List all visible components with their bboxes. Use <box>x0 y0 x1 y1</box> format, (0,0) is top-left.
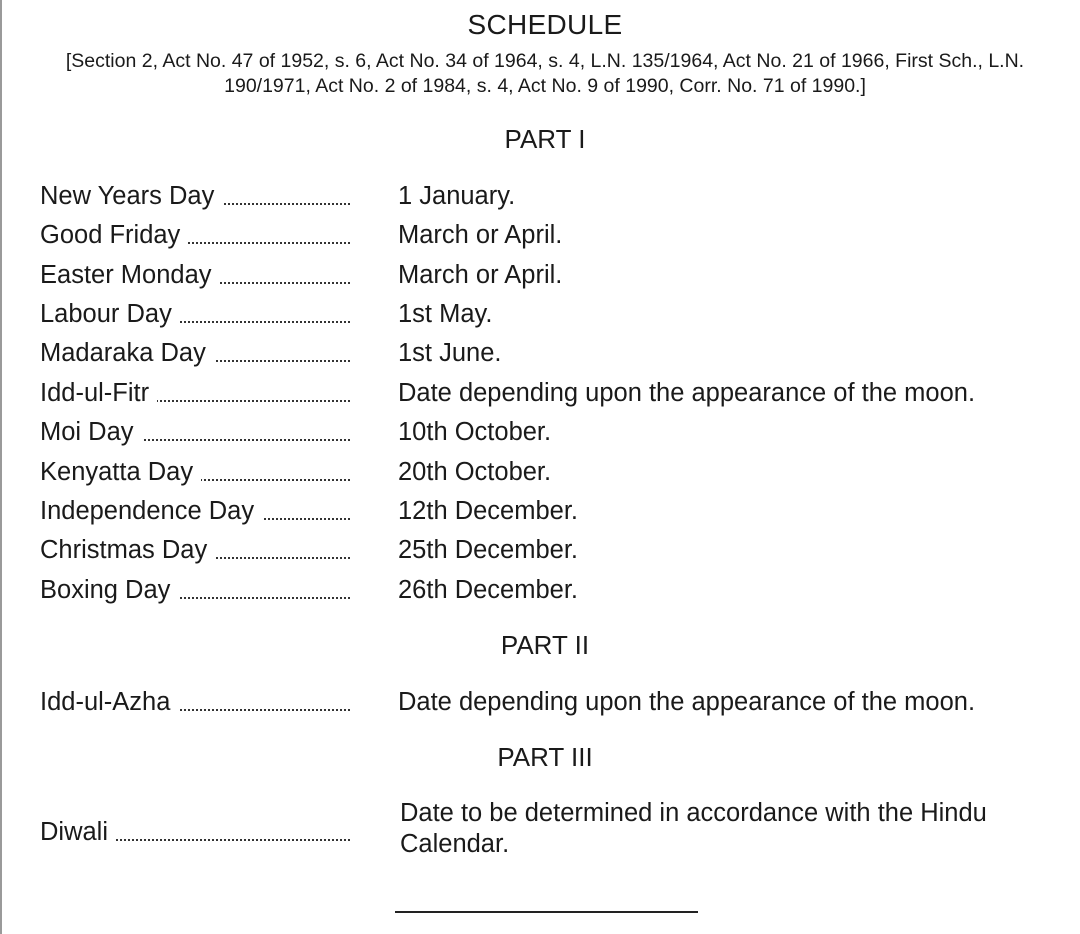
holiday-row <box>40 259 1070 298</box>
holiday-date: 1 January. <box>398 182 516 210</box>
holiday-row <box>40 495 1070 534</box>
holiday-label: Idd-ul-Fitr <box>40 379 157 407</box>
holiday-row <box>40 574 1070 613</box>
holiday-name <box>40 574 350 606</box>
holiday-label: Independence Day <box>40 497 262 525</box>
holiday-name <box>40 337 350 369</box>
holiday-label: Moi Day <box>40 418 142 446</box>
holiday-label: Boxing Day <box>40 576 178 604</box>
holiday-name <box>40 180 350 212</box>
holiday-label: Madaraka Day <box>40 339 214 367</box>
holiday-date: March or April. <box>398 261 563 289</box>
holiday-date: 25th December. <box>398 536 579 564</box>
holiday-date: 1st June. <box>398 339 502 367</box>
holiday-label: Good Friday <box>40 221 188 249</box>
holiday-row <box>40 798 1070 864</box>
holiday-row <box>40 337 1070 376</box>
holiday-row <box>40 298 1070 337</box>
holiday-row <box>40 686 1070 725</box>
holiday-row <box>40 416 1070 455</box>
end-rule <box>395 911 698 913</box>
holiday-name <box>40 377 350 409</box>
holiday-name <box>40 534 350 566</box>
holiday-name <box>40 219 350 251</box>
holiday-label: Kenyatta Day <box>40 458 201 486</box>
holiday-date: 12th December. <box>398 497 579 525</box>
holiday-name <box>40 495 350 527</box>
part-heading-2: PART II <box>500 630 590 660</box>
holiday-name <box>40 456 350 488</box>
holiday-label: Easter Monday <box>40 261 220 289</box>
holiday-name <box>40 686 350 718</box>
holiday-date: 26th December. <box>398 576 579 604</box>
holiday-name <box>40 816 350 848</box>
holiday-date: 10th October. <box>398 418 552 446</box>
holiday-date: Date to be determined in accordance with the Hindu Calendar. <box>400 799 987 858</box>
holiday-date: March or April. <box>398 221 563 249</box>
holiday-name <box>40 416 350 448</box>
holiday-name <box>40 259 350 291</box>
holiday-row <box>40 377 1070 416</box>
holiday-label: Labour Day <box>40 300 180 328</box>
schedule-citation: [Section 2, Act No. 47 of 1952, s. 6, Act No. 34 of 1964, s. 4, L.N. 135/1964, Act No. 21 of 1966, First Sch., L.N. 190/1971, Act No. 2 of 1984, s. 4, Act No. 9 of 1990, Corr. No. 71 of 1990.] <box>65 50 1025 97</box>
holiday-date: Date depending upon the appearance of the moon. <box>398 688 976 716</box>
holiday-row <box>40 534 1070 573</box>
holiday-name <box>40 298 350 330</box>
part-heading-3: PART III <box>497 742 593 772</box>
holiday-date: 1st May. <box>398 300 493 328</box>
holiday-label: New Years Day <box>40 182 222 210</box>
holiday-row <box>40 180 1070 219</box>
part-heading-1: PART I <box>504 124 586 154</box>
schedule-title: SCHEDULE <box>467 9 623 40</box>
holiday-label: Idd-ul-Azha <box>40 688 178 716</box>
holiday-label: Diwali <box>40 818 116 846</box>
holiday-row <box>40 219 1070 258</box>
holiday-date: 20th October. <box>398 458 552 486</box>
holiday-date: Date depending upon the appearance of the moon. <box>398 379 976 407</box>
holiday-label: Christmas Day <box>40 536 215 564</box>
holiday-row <box>40 456 1070 495</box>
